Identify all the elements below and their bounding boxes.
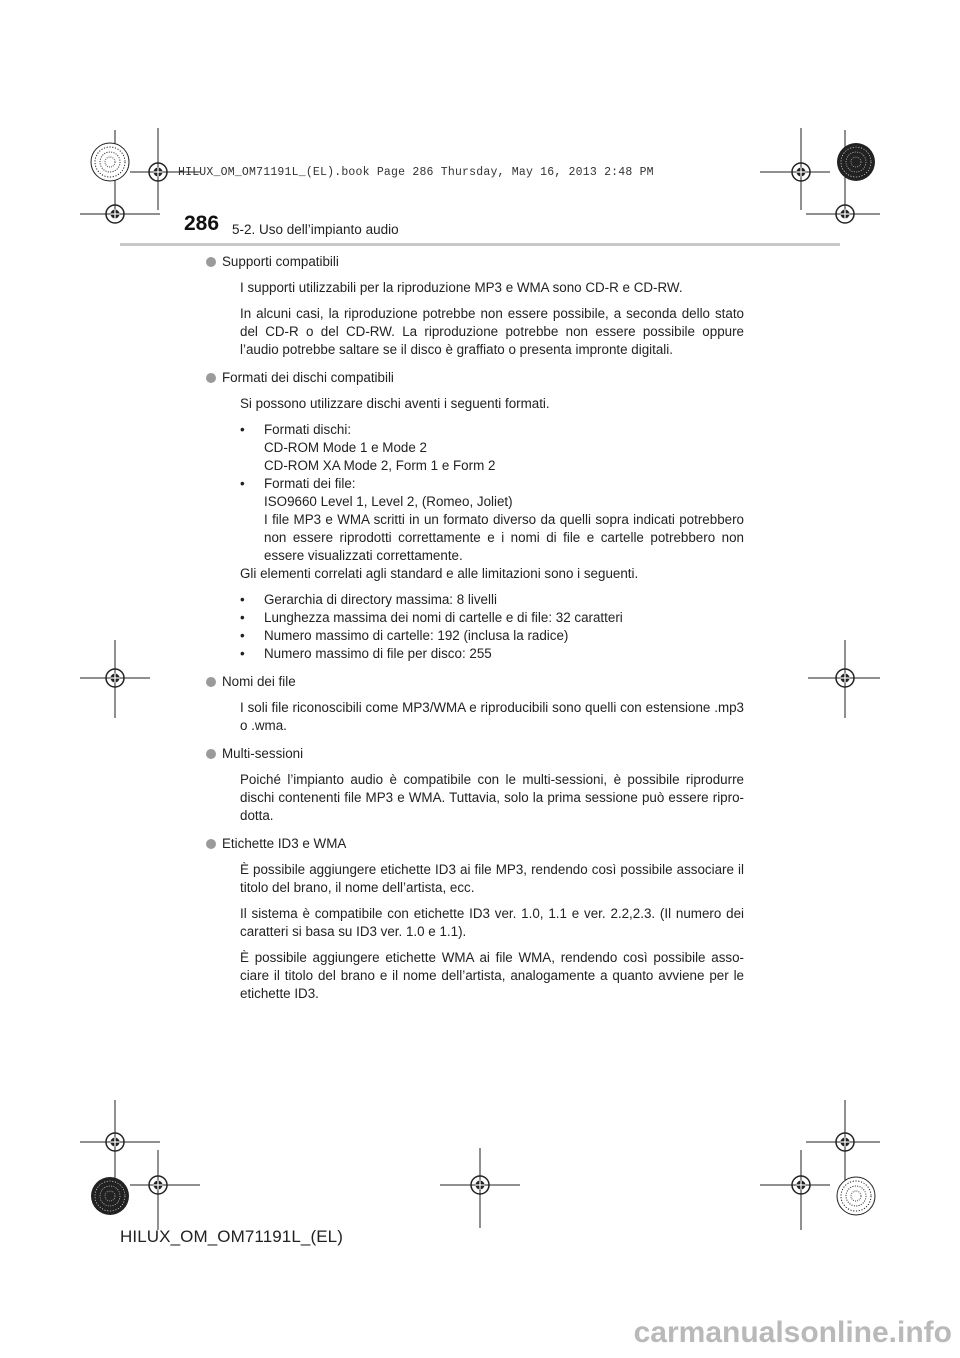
book-info: HILUX_OM_OM71191L_(EL).book Page 286 Thursday, May 16, 2013 2:48 PM: [178, 166, 654, 179]
paragraph: Gli elementi correlati agli standard e alle limitazioni sono i seguenti.: [240, 566, 639, 581]
circle-bullet-icon: [206, 257, 216, 267]
format-list: [240, 421, 744, 565]
list-item: • Formati dischi: CD-ROM Mode 1 e Mode 2 CD-ROM XA Mode 2, Form 1 e Form 2: [240, 422, 496, 473]
list-item: • Numero massimo di cartelle: 192 (inclusa la radice): [240, 628, 569, 643]
paragraph: È possibile aggiungere etichette ID3 ai file MP3, rendendo così possibile associare il titolo del brano, il nome dell’artista, ecc.: [240, 862, 744, 895]
section-heading: Multi-sessioni: [204, 745, 744, 763]
page-content: [222, 253, 744, 1011]
paragraph: Il sistema è compatibile con etichette ID3 ver. 1.0, 1.1 e ver. 2.2,2.3. (Il numero dei caratteri si basa su ID3 ver. 1.0 e 1.1).: [240, 906, 744, 939]
circle-bullet-icon: [206, 749, 216, 759]
section-heading: Supporti compatibili: [204, 253, 744, 271]
header-rule: [120, 243, 840, 246]
section-heading: Nomi dei file: [204, 673, 744, 691]
circle-bullet-icon: [206, 373, 216, 383]
watermark-logo: carmanualsonline.info: [633, 1316, 952, 1349]
list-item: • Lunghezza massima dei nomi di cartelle e di file: 32 caratteri: [240, 610, 623, 625]
limits-list: [240, 591, 744, 663]
page-number: 286: [184, 212, 220, 235]
list-item: • Numero massimo di file per disco: 255: [240, 646, 492, 661]
list-item: • Formati dei file: ISO9660 Level 1, Level 2, (Romeo, Joliet) I file MP3 e WMA scritti in un formato diverso da quelli sopra indicati potrebbero non essere riprodotti correttamente e i nomi di file e cartelle potrebbero non essere visualizzati correttamente.: [240, 476, 744, 563]
list-item: • Gerarchia di directory massima: 8 livelli: [240, 592, 497, 607]
paragraph: È possibile aggiungere etichette WMA ai file WMA, rendendo così possibile asso-ciare il titolo del brano e il nome dell’artista, analogamente a quanto avviene per le etichette ID3.: [240, 950, 744, 1001]
section-heading: Formati dei dischi compatibili: [204, 369, 744, 387]
paragraph: I supporti utilizzabili per la riproduzione MP3 e WMA sono CD-R e CD-RW.: [240, 280, 683, 295]
section-heading: Etichette ID3 e WMA: [204, 835, 744, 853]
paragraph: In alcuni casi, la riproduzione potrebbe non essere possibile, a seconda dello stato del CD-R o del CD-RW. La riproduzione potrebbe non essere possibile oppure l’audio potrebbe saltare se il disco è graffiato o presenta impronte digitali.: [240, 306, 744, 357]
circle-bullet-icon: [206, 677, 216, 687]
document-code: HILUX_OM_OM71191L_(EL): [120, 1227, 343, 1246]
paragraph: I soli file riconoscibili come MP3/WMA e riproducibili sono quelli con estensione .mp3 o .wma.: [240, 700, 744, 733]
circle-bullet-icon: [206, 839, 216, 849]
paragraph: Poiché l’impianto audio è compatibile con le multi-sessioni, è possibile riprodurre dischi contenenti file MP3 e WMA. Tuttavia, solo la prima sessione può essere ripro-dotta.: [240, 772, 744, 823]
paragraph: Si possono utilizzare dischi aventi i seguenti formati.: [240, 396, 550, 411]
section-title: 5-2. Uso dell’impianto audio: [232, 222, 399, 237]
